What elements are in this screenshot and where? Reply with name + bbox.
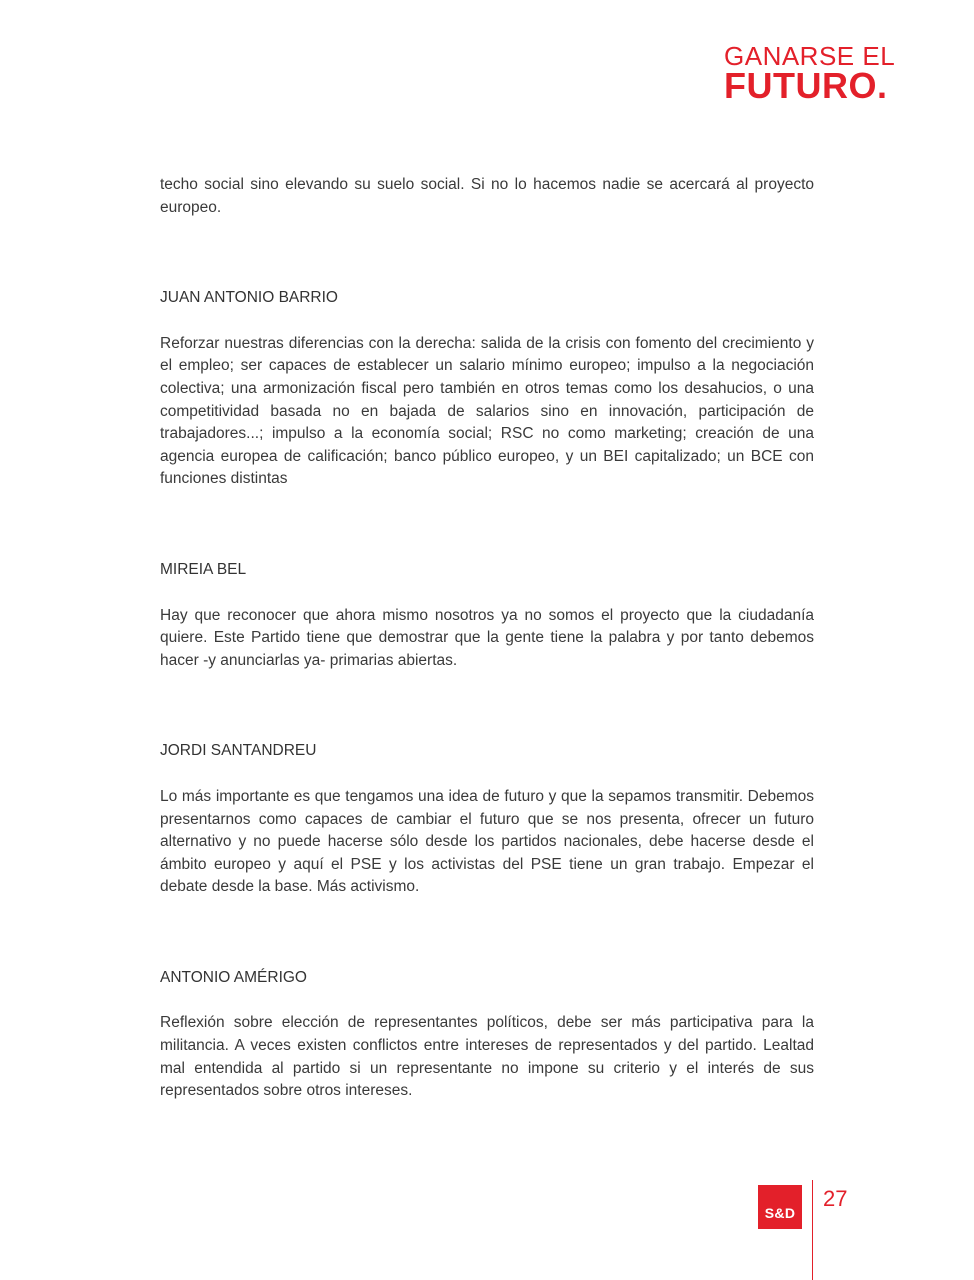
- brand-title-line2: FUTURO.: [724, 65, 888, 106]
- page-number: 27: [823, 1186, 848, 1211]
- speaker-text: Hay que reconocer que ahora mismo nosotros ya no somos el proyecto que la ciudadanía quiere. Este Partido tiene que demostrar que la gente tiene la palabra y por tanto debemos hacer -y anunciarlas ya- primarias abiertas.: [160, 606, 814, 669]
- speaker-section: [160, 967, 814, 1103]
- footer-divider: [812, 1180, 813, 1280]
- speaker-section: [160, 287, 814, 491]
- brand-title: [724, 43, 895, 104]
- speaker-text: Lo más importante es que tengamos una idea de futuro y que la sepamos transmitir. Debemos presentarnos como capaces de cambiar el futuro que se nos presenta, ofrecer un futuro alternativo y no puede hacerse sólo desde los partidos nacionales, debe hacerse desde el ámbito europeo y aquí el PSE y los activistas del PSE tiene un gran trabajo. Empezar el debate desde la base. Más activismo.: [160, 787, 814, 896]
- speaker-name: ANTONIO AMÉRIGO: [160, 968, 307, 986]
- brand-title-line1: GANARSE EL: [724, 41, 896, 71]
- sd-logo: [758, 1185, 802, 1229]
- speaker-name: MIREIA BEL: [160, 560, 247, 578]
- speaker-name: JORDI SANTANDREU: [160, 742, 317, 760]
- intro-paragraph: techo social sino elevando su suelo social. Si no lo hacemos nadie se acercará al proyecto europeo.: [160, 176, 814, 216]
- page-content: [160, 174, 814, 1103]
- speaker-name: JUAN ANTONIO BARRIO: [160, 289, 338, 307]
- speaker-section: [160, 740, 814, 899]
- speaker-text: Reflexión sobre elección de representantes políticos, debe ser más participativa para la militancia. A veces existen conflictos entre intereses de representados y del partido. Lealtad mal entendida al partido si un representante no impone su criterio y el interés de sus representados sobre otros intereses.: [160, 1014, 814, 1100]
- sd-logo-text: S&D: [764, 1205, 796, 1221]
- speaker-text: Reforzar nuestras diferencias con la derecha: salida de la crisis con fomento del crecimiento y el empleo; ser capaces de establecer un salario mínimo europeo; impulso a la negociación colectiva; una armonización fiscal pero también en otros temas como los desahucios, o una competitividad basada no en bajada de salarios sino en innovación, participación de trabajadores...; impulso a la economía social; RSC no como marketing; creación de una agencia europea de calificación; banco público europeo, y un BEI capitalizado; un BCE con funciones distintas: [160, 334, 814, 488]
- speaker-section: [160, 559, 814, 672]
